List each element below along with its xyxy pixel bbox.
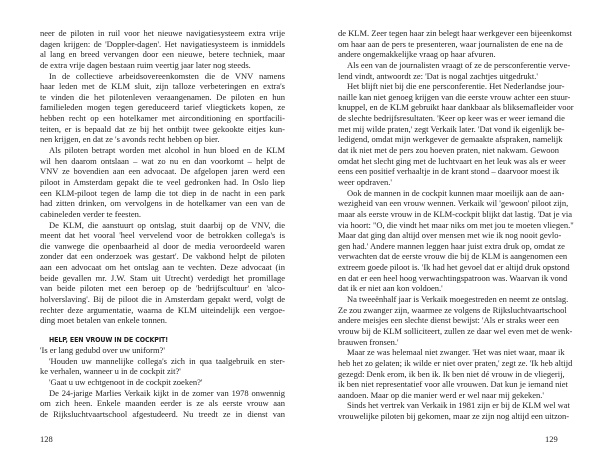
text-line: ledigend, omdat mijn werkgever de gemaakte afspraken, namelijk: [338, 134, 563, 145]
text-line: De 24-jarige Marlies Verkaik kijkt in de zomer van 1978 onwennig: [49, 387, 285, 398]
text-line: Maar dat ging dan altijd over mensen met wie ik nog nooit gevlo-: [338, 230, 562, 241]
section-heading: HELP, EEN VROUW IN DE COCKPIT!: [49, 335, 169, 344]
text-line: ding moet betalen van enkele tonnen.: [40, 315, 167, 326]
text-line: gezegd: Denk erom, ik ben ik. Ik ben niet dé vrouw in de vliegerij,: [338, 368, 565, 379]
text-line: piloot in Amsterdam gepakt die te veel gedronken had. In Oslo liep: [40, 176, 285, 187]
text-line: ik ben niet representatief voor alle vrouwen. Dat kun je iemand niet: [338, 379, 568, 390]
text-line: andere meisjes een slechte dienst bewijst: 'Als er straks weer een: [338, 315, 559, 326]
text-line: wil hen daarom ontslaan – wat zo nu en dan voorkomt – helpt de: [40, 155, 285, 166]
text-line: andere ongemakkelijke vraag op haar afvuren.: [338, 49, 496, 60]
text-line: 'Is er lang gedubd over uw uniform?': [40, 344, 165, 355]
text-line: dat ik niet met de pers zou hoeven praten, niet nakwam. Gewoon: [338, 145, 559, 156]
text-line: dat ik er niet aan kon voldoen.': [338, 283, 443, 294]
text-line: verwachten dat de eerste vrouw die bij de KLM is aangenomen een: [338, 251, 568, 262]
left-page-text: [40, 28, 285, 419]
text-line: 'Houden uw mannelijke collega's zich in qua taalgebruik en ster-: [49, 355, 285, 366]
text-line: zonder dat een onderzoek was gestart'. De vakbond helpt de piloten: [40, 251, 285, 262]
text-line: te vinden die het pilotenleven veraangenamen. De piloten en hun: [40, 91, 285, 102]
text-line: cabineleden verder te feesten.: [40, 208, 141, 219]
paragraph: [40, 356, 285, 377]
text-line: had zitten drinken, om vervolgens in de hotelkamer van een van de: [40, 198, 285, 209]
text-line: knuppel, en de KLM gebruikt haar dankbaar als bliksemafleider voor: [338, 102, 574, 113]
text-line: 'Gaat u uw echtgenoot in de cockpit zoeken?': [49, 376, 203, 387]
text-line: een KLM-piloot tegen de lamp die tot diep in de nacht in een park: [40, 187, 285, 198]
text-line: al lang en breed vervangen door een nieuwe, betere techniek, maar: [40, 49, 285, 60]
paragraph: [40, 377, 285, 388]
text-line: van beide piloten met een beroep op de 'bedrijfscultuur' en 'alco-: [40, 283, 285, 294]
paragraph: [338, 400, 570, 422]
text-line: aandoen. Maar op die manier werd er wel naar mij gekeken.': [338, 389, 544, 400]
text-line: neer de piloten in ruil voor het nieuwe navigatiesysteem extra vrije: [40, 28, 285, 38]
text-line: Als een van de journalisten vraagt of ze de persconferentie verve-: [347, 59, 571, 70]
page-number-left: 128: [40, 434, 53, 444]
text-line: en dat er een heel hoog verwachtingspatroon was. Waarvan ik vond: [338, 272, 568, 283]
text-line: rechter deze argumentatie, waarna de KLM uiteindelijk een vergoe-: [40, 304, 285, 315]
paragraph: [338, 59, 571, 81]
text-line: om zich heen. Enkele maanden eerder is ze als eerste vrouw aan: [40, 398, 285, 409]
paragraph: [40, 220, 285, 326]
text-line: In de collectieve arbeidsovereenkomsten die de VNV namens: [49, 70, 285, 81]
text-line: Als piloten betrapt worden met alcohol in hun bloed en de KLM: [49, 145, 285, 156]
text-line: maar als eerste vrouw in de KLM-cockpit blijkt dat lastig. 'Dat je via: [338, 208, 573, 219]
paragraph: [338, 28, 572, 60]
text-line: Ook de mannen in de cockpit kunnen maar moeilijk aan de aan-: [347, 187, 565, 198]
text-line: ke verhalen, wanneer u in de cockpit zit?': [40, 366, 181, 377]
text-line: dagen krijgen: de 'Doppler-dagen'. Het navigatiesysteem is inmiddels: [40, 38, 285, 49]
paragraph: [40, 28, 285, 71]
text-line: de slechte bedrijfsresultaten. 'Keer op keer was er weer iemand die: [338, 113, 565, 124]
text-line: Maar ze was helemaal niet zwanger. 'Het was niet waar, maar ik: [347, 347, 565, 358]
text-line: hebben recht op een hotelkamer met airconditioning en sportfacili-: [40, 113, 285, 124]
text-line: Sinds het vertrek van Verkaik in 1981 zijn er bij de KLM wel wat: [347, 400, 570, 411]
text-line: om haar aan de pers te presenteren, waar journalisten de ene na de: [338, 38, 563, 49]
paragraph: [40, 388, 285, 420]
text-line: met mij wilde praten,' zegt Verkaik later. 'Dat vond ik eigenlijk be-: [338, 123, 565, 134]
text-line: lend vindt, antwoordt ze: 'Dat is nogal zachtjes uitgedrukt.': [338, 70, 538, 81]
text-line: wezigheid van een vrouw wennen. Verkaik wil 'gewoon' piloot zijn,: [338, 198, 569, 209]
text-line: teiten, er is bepaald dat ze bij het ontbijt twee gekookte eitjes kun-: [40, 123, 285, 134]
text-line: vrouwelijke piloten bij gekomen, maar ze zijn nog altijd een uitzon-: [338, 411, 570, 422]
paragraph: [338, 187, 574, 294]
text-line: VNV ze bovendien aan een advocaat. De afgelopen jaren werd een: [40, 166, 285, 177]
text-line: familieleden mogen tegen gereduceerd tarief vliegtickets kopen, ze: [40, 102, 285, 113]
paragraph: [40, 345, 285, 356]
text-line: vrouw bij de KLM solliciteert, zullen ze daar wel even met de wenk-: [338, 325, 573, 336]
text-line: weer opdraven.': [338, 176, 392, 187]
text-line: beide gevallen mr. J.W. Stam uit Utrecht) verdedigt het promillage: [40, 272, 285, 283]
paragraph: [40, 71, 285, 145]
paragraph: [338, 81, 574, 187]
right-page-text: [338, 28, 574, 422]
text-line: nen krijgen, en dat ze 's avonds recht hebben op bier.: [40, 134, 220, 145]
text-line: naille kan niet genoeg krijgen van die eerste vrouw achter een stuur-: [338, 91, 571, 102]
paragraph: [338, 294, 573, 347]
page-number-right: 129: [545, 434, 558, 444]
text-line: Na tweeënhalf jaar is Verkaik moegestreden en neemt ze ontslag.: [347, 294, 569, 305]
text-line: haar leden met de KLM sluit, zijn talloze verbeteringen en extra's: [40, 81, 285, 92]
text-line: extreem goede piloot is. 'Ik had het gevoel dat er altijd druk opstond: [338, 262, 570, 273]
text-line: die vanwege die openbaarheid al door de media veroordeeld waren: [40, 240, 285, 251]
paragraph: [40, 145, 285, 219]
text-line: holverslaving'. Bij de piloot die in Amsterdam gepakt werd, volgt de: [40, 294, 285, 305]
text-line: meent dat het vooral 'heel vervelend voor de betrokken collega's is: [40, 230, 285, 241]
text-line: heb het zo gelaten; ik wilde er niet over praten,' zegt ze. 'Ik heb altijd: [338, 357, 573, 368]
text-line: eens een positief verhaaltje in de krant stond – daarvoor moest ik: [338, 166, 560, 177]
text-line: Het blijft niet bij die ene persconferentie. Het Nederlandse jour-: [347, 81, 565, 92]
text-line: aan een advocaat om het ontslag aan te vechten. Deze advocaat (in: [40, 262, 285, 273]
paragraph: [338, 347, 573, 400]
text-line: gen had.' Andere mannen leggen haar juist extra druk op, omdat ze: [338, 240, 565, 251]
text-line: omdat het slecht ging met de luchtvaart en het leuk was als er weer: [338, 155, 566, 166]
text-line: brauwen fronsen.': [338, 336, 399, 347]
text-line: via hoort: "O, die vindt het maar niks om met jou te moeten vliegen.": [338, 219, 574, 230]
text-line: de Rijksluchtvaartschool afgestudeerd. Nu treedt ze in dienst van: [40, 408, 285, 419]
text-line: de extra vrije dagen bestaan ruim veertig jaar later nog steeds.: [40, 59, 251, 70]
text-line: Ze zou zwanger zijn, waarmee ze volgens de Rijksluchtvaartschool: [338, 304, 567, 315]
text-line: De KLM, die aanstuurt op ontslag, stuit daarbij op de VNV, die: [49, 219, 285, 230]
text-line: de KLM. Zeer tegen haar zin belegt haar werkgever een bijeenkomst: [338, 28, 572, 38]
